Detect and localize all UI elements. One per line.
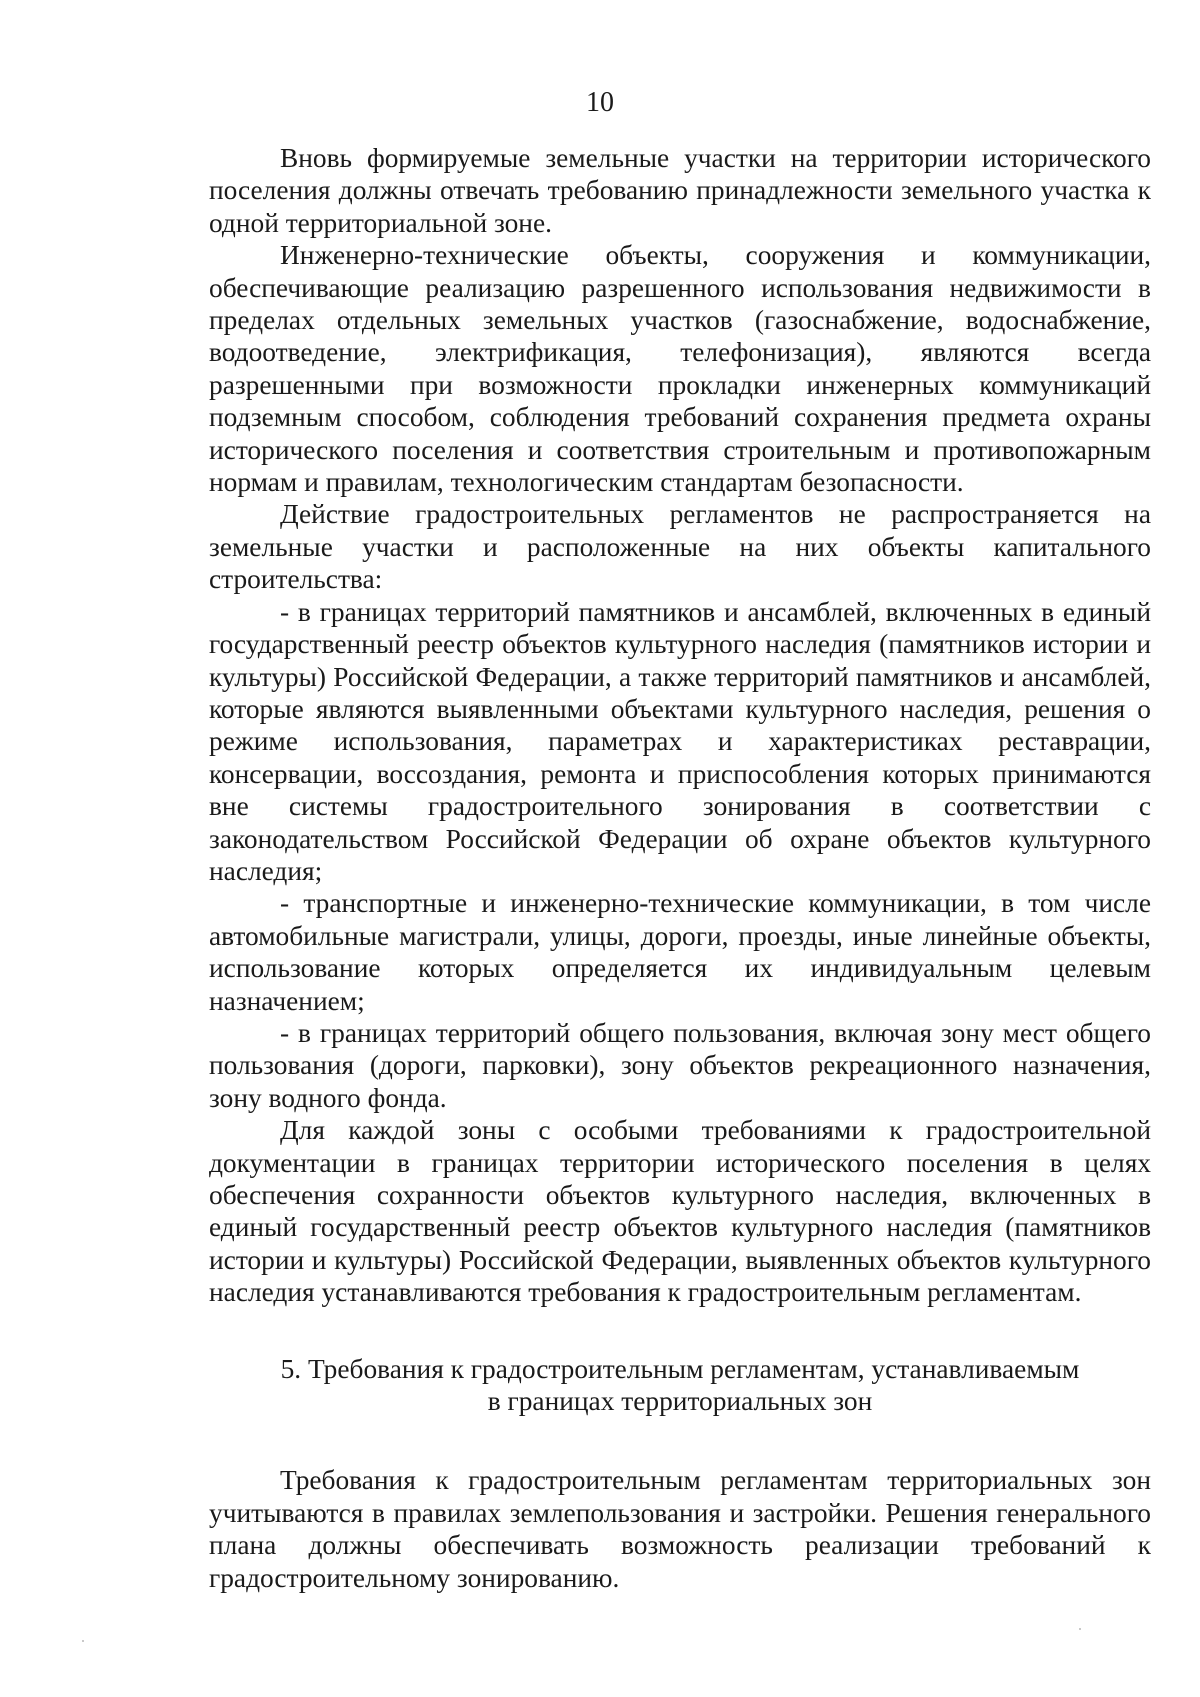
paragraph-zone-requirements: Требования к градостроительным регламентам территориальных зон учитываются в правилах землепользования и застройки. Решения генерального плана должны обеспечивать возможность реализации требований к градостроительному зонированию. — [209, 1465, 1151, 1593]
list-item-monuments: - в границах территорий памятников и ансамблей, включенных в единый государственный реестр объектов культурного наследия (памятников истории и культуры) Российской Федерации, а также территорий памятников и ансамблей, которые являются выявленными объектами культурного наследия, решения о режиме использования, параметрах и характеристиках реставрации, консервации, воссоздания, ремонта и приспособления которых принимаются вне системы градостроительного зонирования в соответствии с законодательством Российской Федерации об охране объектов культурного наследия; — [209, 596, 1151, 886]
scan-speck — [82, 1640, 84, 1642]
section-heading-line-2: в границах территориальных зон — [487, 1386, 873, 1417]
document-body — [209, 142, 1151, 1594]
scan-speck — [1079, 1628, 1081, 1630]
paragraph-engineering-objects: Инженерно-технические объекты, сооружения и коммуникации, обеспечивающие реализацию разрешенного использования недвижимости в пределах отдельных земельных участков (газоснабжение, водоснабжение, водоотведение, электрификация, телефонизация), являются всегда разрешенными при возможности прокладки инженерных коммуникаций подземным способом, соблюдения требований сохранения предмета охраны исторического поселения и соответствия строительным и противопожарным нормам и правилам, технологическим стандартам безопасности. — [209, 240, 1151, 498]
page-number: 10 — [586, 87, 614, 118]
section-heading — [209, 1353, 1151, 1418]
paragraph-regulations-scope: Действие градостроительных регламентов не распространяется на земельные участки и расположенные на них объекты капитального строительства: — [209, 499, 1151, 595]
paragraph-new-land-plots: Вновь формируемые земельные участки на территории исторического поселения должны отвечать требованию принадлежности земельного участка к одной территориальной зоне. — [209, 143, 1151, 238]
list-item-transport: - транспортные и инженерно-технические коммуникации, в том числе автомобильные магистрали, улицы, дороги, проезды, иные линейные объекты, использование которых определяется их индивидуальным целевым назначением; — [209, 888, 1151, 1016]
paragraph-special-zones: Для каждой зоны с особыми требованиями к градостроительной документации в границах территории исторического поселения в целях обеспечения сохранности объектов культурного наследия, включенных в единый государственный реестр объектов культурного наследия (памятников истории и культуры) Российской Федерации, выявленных объектов культурного наследия устанавливаются требования к градостроительным регламентам. — [209, 1115, 1151, 1308]
list-item-public-areas: - в границах территорий общего пользования, включая зону мест общего пользования (дороги, парковки), зону объектов рекреационного назначения, зону водного фонда. — [209, 1017, 1151, 1113]
section-heading-line-1: 5. Требования к градостроительным регламентам, устанавливаемым — [280, 1353, 1080, 1384]
